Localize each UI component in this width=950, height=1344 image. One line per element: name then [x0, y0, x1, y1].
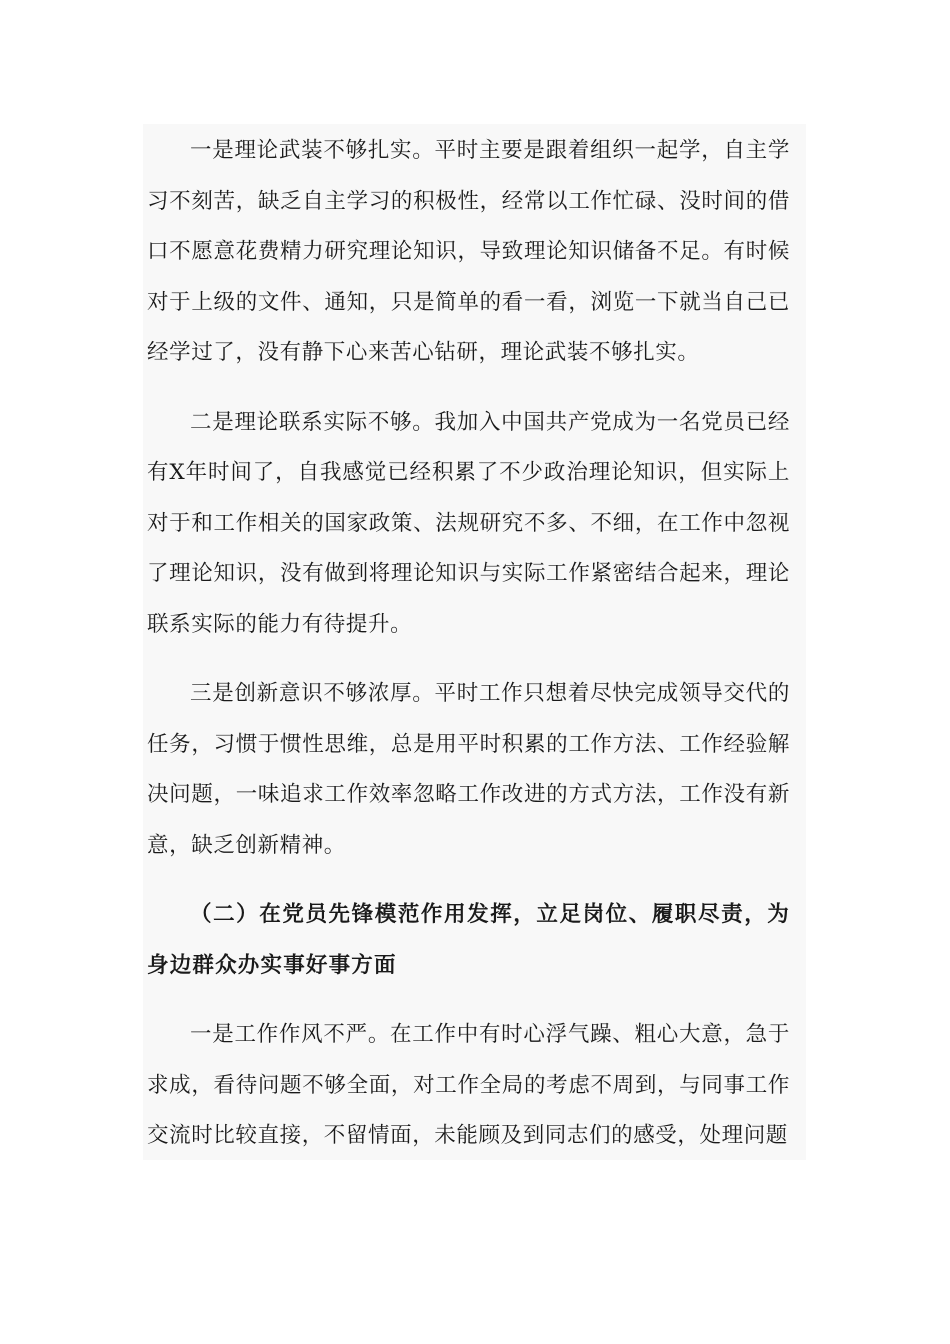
- paragraph-theory-armament: 一是理论武装不够扎实。平时主要是跟着组织一起学，自主学习不刻苦，缺乏自主学习的积极性，经常以工作忙碌、没时间的借口不愿意花费精力研究理论知识，导致理论知识储备不足。有时候对于上级的文件、通知，只是简单的看一看，浏览一下就当自己已经学过了，没有静下心来苦心钻研，理论武装不够扎实。: [147, 138, 790, 365]
- paragraph-theory-practice: 二是理论联系实际不够。我加入中国共产党成为一名党员已经有X年时间了，自我感觉已经积累了不少政治理论知识，但实际上对于和工作相关的国家政策、法规研究不多、不细，在工作中忽视了理论知识，没有做到将理论知识与实际工作紧密结合起来，理论联系实际的能力有待提升。: [147, 409, 790, 637]
- section-heading: （二）在党员先锋模范作用发挥，立足岗位、履职尽责，为身边群众办实事好事方面: [147, 902, 790, 978]
- document-text-block: [143, 124, 806, 1160]
- paragraph-work-style: 一是工作作风不严。在工作中有时心浮气躁、粗心大意，急于求成，看待问题不够全面，对工作全局的考虑不周到，与同事工作交流时比较直接，不留情面，未能顾及到同志们的感受，处理问题: [147, 1022, 790, 1148]
- paragraph-innovation-awareness: 三是创新意识不够浓厚。平时工作只想着尽快完成领导交代的任务，习惯于惯性思维，总是用平时积累的工作方法、工作经验解决问题，一味追求工作效率忽略工作改进的方式方法，工作没有新意，缺乏创新精神。: [147, 681, 790, 858]
